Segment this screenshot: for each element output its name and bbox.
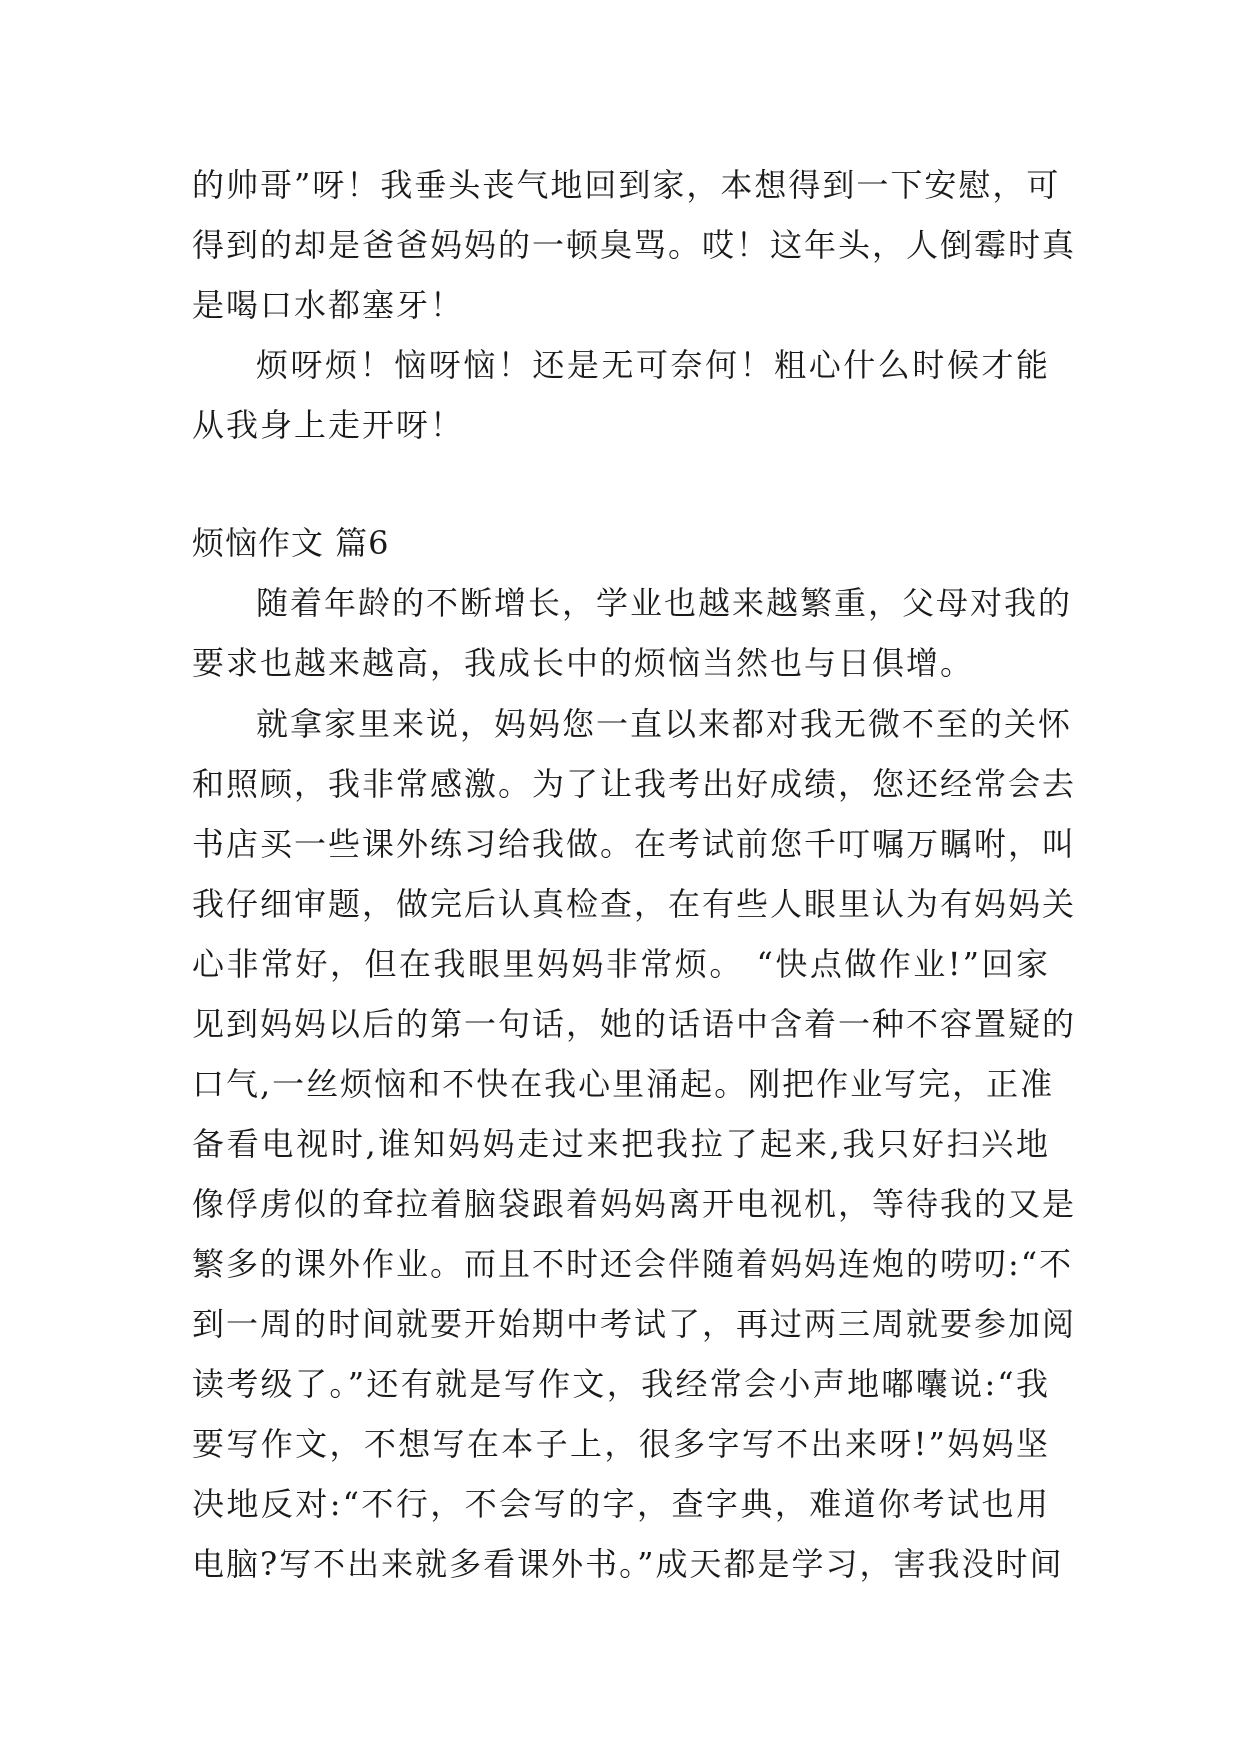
paragraph-line: 备看电视时,谁知妈妈走过来把我拉了起来,我只好扫兴地 [192, 1125, 1050, 1163]
paragraph-line: 要求也越来越高，我成长中的烦恼当然也与日俱增。 [192, 644, 975, 682]
paragraph-line: 随着年龄的不断增长，学业也越来越繁重，父母对我的 [256, 584, 1073, 622]
paragraph-line: 到一周的时间就要开始期中考试了，再过两三周就要参加阅 [192, 1305, 1077, 1343]
paragraph-line: 得到的却是爸爸妈妈的一顿臭骂。哎！这年头，人倒霉时真 [192, 226, 1077, 264]
paragraph-line: 的帅哥”呀！我垂头丧气地回到家，本想得到一下安慰，可 [192, 166, 1061, 204]
paragraph-line: 见到妈妈以后的第一句话，她的话语中含着一种不容置疑的 [192, 1005, 1077, 1043]
paragraph-line: 决地反对:“不行，不会写的字，查字典，难道你考试也用 [192, 1485, 1050, 1523]
paragraph-line: 是喝口水都塞牙！ [192, 286, 465, 324]
paragraph-line: 读考级了。”还有就是写作文，我经常会小声地嘟囔说:“我 [192, 1365, 1050, 1403]
paragraph-line: 从我身上走开呀！ [192, 406, 465, 444]
paragraph-line: 电脑?写不出来就多看课外书。”成天都是学习，害我没时间 [192, 1545, 1064, 1583]
paragraph-line: 口气,一丝烦恼和不快在我心里涌起。刚把作业写完，正准 [192, 1065, 1055, 1103]
paragraph-line: 心非常好，但在我眼里妈妈非常烦。 “快点做作业!”回家 [192, 945, 1050, 983]
paragraph-line: 我仔细审题，做完后认真检查，在有些人眼里认为有妈妈关 [192, 885, 1077, 923]
section-heading: 烦恼作文 篇6 [192, 524, 390, 562]
paragraph-line: 烦呀烦！恼呀恼！还是无可奈何！粗心什么时候才能 [256, 346, 1050, 384]
paragraph-line: 和照顾，我非常感激。为了让我考出好成绩，您还经常会去 [192, 765, 1077, 803]
paragraph-line: 像俘虏似的耷拉着脑袋跟着妈妈离开电视机，等待我的又是 [192, 1185, 1077, 1223]
paragraph-line: 繁多的课外作业。而且不时还会伴随着妈妈连炮的唠叨:“不 [192, 1245, 1074, 1283]
paragraph-line: 书店买一些课外练习给我做。在考试前您千叮嘱万瞩咐，叫 [192, 825, 1077, 863]
paragraph-line: 就拿家里来说，妈妈您一直以来都对我无微不至的关怀 [256, 705, 1073, 743]
paragraph-line: 要写作文，不想写在本子上，很多字写不出来呀!”妈妈坚 [192, 1425, 1050, 1463]
